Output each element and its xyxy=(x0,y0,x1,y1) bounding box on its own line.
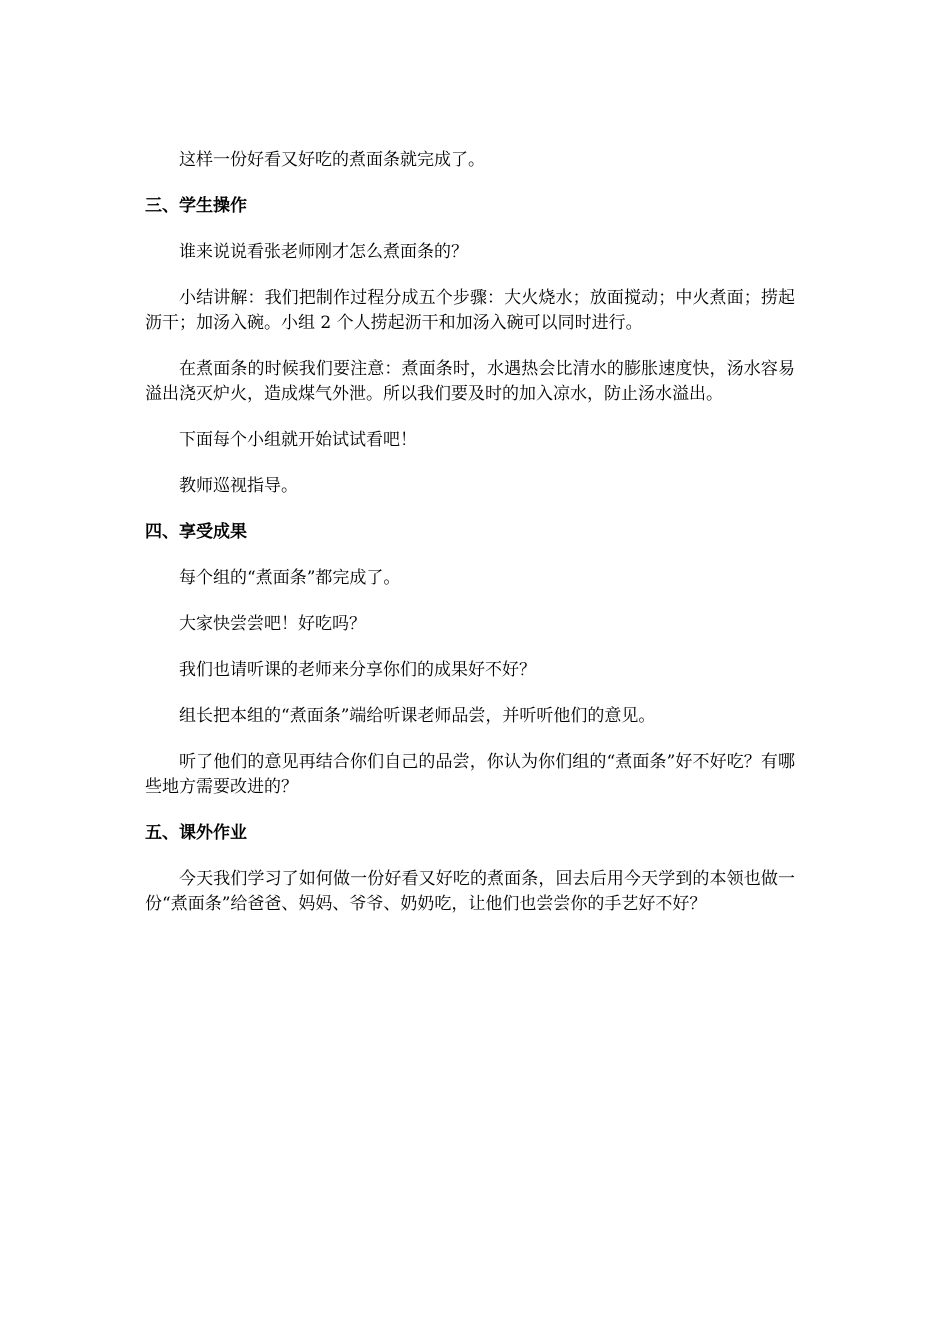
paragraph: 我们也请听课的老师来分享你们的成果好不好？ xyxy=(179,660,536,680)
paragraph: 今天我们学习了如何做一份好看又好吃的煮面条，回去后用今天学到的本领也做一份“煮面条”给爸爸、妈妈、爷爷、奶奶吃，让他们也尝尝你的手艺好不好？ xyxy=(145,869,795,914)
paragraph: 组长把本组的“煮面条”端给听课老师品尝，并听听他们的意见。 xyxy=(179,706,656,726)
paragraph: 大家快尝尝吧！好吃吗？ xyxy=(179,614,366,634)
paragraph: 这样一份好看又好吃的煮面条就完成了。 xyxy=(179,150,485,170)
paragraph: 谁来说说看张老师刚才怎么煮面条的？ xyxy=(179,242,468,262)
document-page xyxy=(145,148,795,938)
section-heading-enjoy-results: 四、享受成果 xyxy=(145,522,247,542)
paragraph: 每个组的“煮面条”都完成了。 xyxy=(179,568,401,588)
paragraph: 小结讲解：我们把制作过程分成五个步骤：大火烧水；放面搅动；中火煮面；捞起沥干；加汤入碗。小组 2 个人捞起沥干和加汤入碗可以同时进行。 xyxy=(145,288,795,333)
section-heading-student-practice: 三、学生操作 xyxy=(145,196,247,216)
paragraph: 教师巡视指导。 xyxy=(179,476,298,496)
paragraph: 在煮面条的时候我们要注意：煮面条时，水遇热会比清水的膨胀速度快，汤水容易溢出浇灭炉火，造成煤气外泄。所以我们要及时的加入凉水，防止汤水溢出。 xyxy=(145,359,795,404)
paragraph: 下面每个小组就开始试试看吧！ xyxy=(179,430,417,450)
paragraph: 听了他们的意见再结合你们自己的品尝，你认为你们组的“煮面条”好不好吃？有哪些地方需要改进的？ xyxy=(145,752,795,797)
section-heading-homework: 五、课外作业 xyxy=(145,823,247,843)
